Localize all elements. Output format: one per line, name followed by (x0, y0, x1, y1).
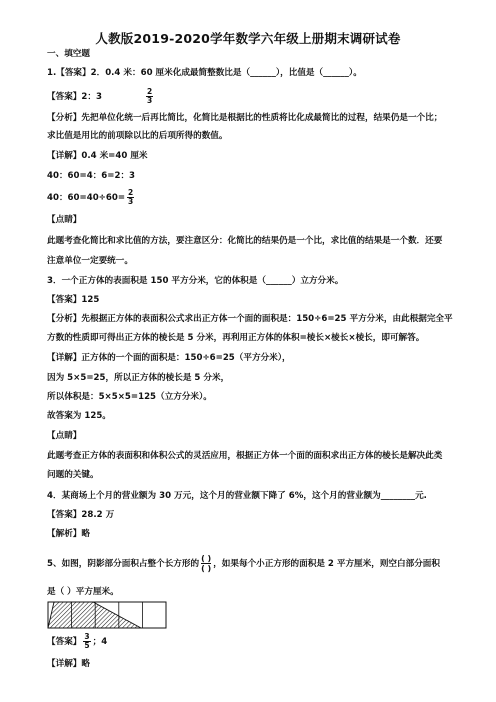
q1-point-line2: 注意单位一定要统一。 (47, 256, 133, 266)
q1-answer-denominator: 3 (146, 96, 153, 105)
q1-detail-line2 (47, 189, 136, 206)
q5-answer-denominator: 5 (84, 641, 90, 650)
q5-text-prefix: 5、如图，阴影部分面积占整个长方形的 (47, 559, 200, 569)
q5-answer-suffix: ；4 (92, 637, 108, 647)
q1-detail-heading: 【详解】0.4 米=40 厘米 (47, 151, 148, 161)
question-5 (47, 554, 440, 573)
section-heading: 一、填空题 (47, 49, 90, 59)
q1-point-line1: 此题考查化简比和求比值的方法，要注意区分：化简比的结果仍是一个比，求比值的结果是一个数．还要 (47, 236, 443, 246)
question-4: 4．某商场上个月的营业额为 30 万元，这个月的营业额下降了 6%，这个月的营业额为________元. (47, 491, 427, 501)
q1-answer-fraction (146, 88, 153, 105)
q1-detail-line1: 40：60=4：6=2：3 (47, 171, 136, 181)
q3-analysis-line1: 【分析】先根据正方体的表面积公式求出正方体一个面的面积是：150÷6=25 平方分米，由此根据完全平 (47, 314, 453, 324)
q5-detail: 【详解】略 (47, 659, 90, 669)
q5-answer-fraction (83, 633, 90, 650)
question-1: 1.【答案】2．0.4 米：60 厘米化成最简整数比是（______），比值是（______）。 (47, 68, 362, 78)
page-title: 人教版2019-2020学年数学六年级上册期末调研试卷 (95, 31, 401, 46)
q3-answer: 【答案】125 (47, 295, 100, 305)
q5-blank-numerator: ( ) (201, 554, 212, 563)
q3-point-line2: 问题的关键。 (47, 470, 99, 480)
q3-detail-line2: 因为 5×5=25，所以正方体的棱长是 5 分米， (47, 373, 230, 383)
q1-detail-fraction (127, 189, 134, 206)
q3-analysis-line2: 方数的性质即可得出正方体的棱长是 5 分米，再利用正方体的体积=棱长×棱长×棱长，即可解答。 (47, 333, 425, 343)
q1-analysis-line2: 求比值是用比的前项除以比的后项所得的数值。 (47, 131, 228, 141)
q5-blank-fraction (201, 554, 211, 573)
q3-point-line1: 此题考查正方体的表面积和体积公式的灵活应用，根据正方体一个面的面积求出正方体的棱长是解决此类 (47, 451, 443, 461)
question-5-line2: 是（ ）平方厘米。 (47, 587, 119, 597)
q5-figure (47, 601, 167, 629)
q3-detail-line4: 故答案为 125。 (47, 411, 111, 421)
q3-detail-line1: 【详解】正方体的一个面的面积是：150÷6=25（平方分米）， (47, 353, 291, 363)
q1-analysis-line1: 【分析】先把单位化统一后再比简比，化简比是根据比的性质将比化成最简比的过程，结果仍是一个比； (47, 113, 443, 123)
q4-answer: 【答案】28.2 万 (47, 510, 115, 520)
q4-analysis: 【解析】略 (47, 529, 90, 539)
q5-answer-label: 【答案】 (47, 637, 82, 647)
q3-point-heading: 【点睛】 (47, 431, 82, 441)
q1-answer (47, 88, 155, 105)
q5-answer (47, 633, 107, 650)
q3-detail-line3: 所以体积是：5×5×5=125（立方分米）。 (47, 392, 212, 402)
q5-text-suffix: ，如果每个小正方形的面积是 2 平方厘米，则空白部分面积 (213, 559, 440, 569)
q1-point-heading: 【点睛】 (47, 215, 82, 225)
q1-detail-denominator: 3 (128, 197, 134, 206)
q1-answer-numerator: 2 (146, 87, 153, 96)
question-3: 3．一个正方体的表面积是 150 平方分米，它的体积是（______）立方分米。 (47, 276, 344, 286)
q1-detail-numerator: 2 (128, 188, 134, 197)
q1-detail-expression: 40：60=40÷60= (47, 193, 126, 203)
shaded-region (48, 602, 141, 628)
q5-blank-denominator: ( ) (201, 564, 212, 573)
q1-answer-label: 【答案】2：3 (47, 92, 102, 102)
q5-answer-numerator: 3 (84, 632, 90, 641)
